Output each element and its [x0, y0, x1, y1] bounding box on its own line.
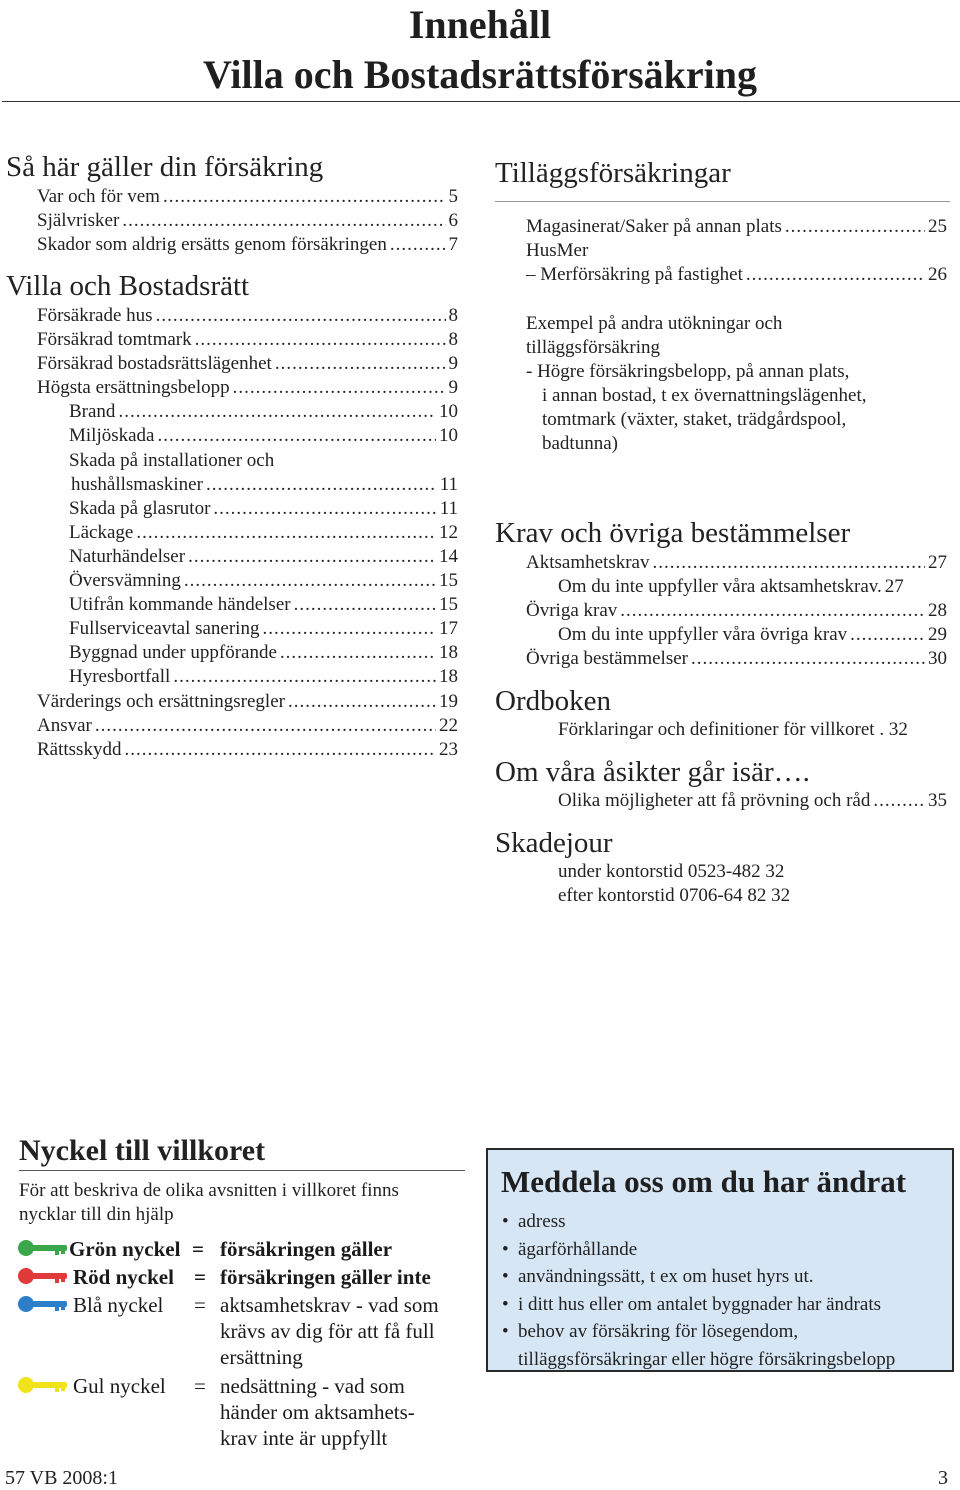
- toc-entry[interactable]: [37, 328, 458, 352]
- notice-box: [486, 1148, 954, 1372]
- toc-entry-page: 23: [439, 739, 458, 760]
- toc-entry-text: Om du inte uppfyller våra aktsamhetskrav.: [558, 576, 882, 597]
- toc-entry-page: 27: [884, 576, 904, 597]
- toc-leader: [206, 473, 437, 497]
- header-rule: [2, 101, 960, 102]
- ordboken-entry[interactable]: Förklaringar och definitioner för villkoret . 32: [558, 719, 908, 740]
- toc-entry[interactable]: [69, 545, 458, 569]
- example-text-line: i annan bostad, t ex övernattningslägenhet,: [542, 385, 867, 406]
- example-text-line: - Högre försäkringsbelopp, på annan plats,: [526, 361, 850, 382]
- toc-entry-text: Var och för vem: [37, 186, 160, 207]
- toc-leader: [156, 304, 446, 328]
- toc-entry-page: 22: [439, 715, 458, 736]
- toc-entry-page: 19: [439, 691, 458, 712]
- toc-entry[interactable]: [69, 593, 458, 617]
- toc-entry-page: 18: [439, 642, 458, 663]
- toc-entry-page: 7: [448, 234, 458, 255]
- toc-entry-page: 11: [439, 474, 458, 495]
- toc-entry[interactable]: [69, 617, 458, 641]
- example-text-line: badtunna): [542, 433, 618, 454]
- toc-entry-page: 25: [928, 216, 947, 237]
- toc-entry[interactable]: [526, 263, 947, 287]
- toc-entry-page: 28: [928, 600, 947, 621]
- toc-leader: [233, 376, 446, 400]
- example-text-line: tilläggsförsäkring: [526, 337, 661, 358]
- key-description: nedsättning - vad som: [220, 1374, 405, 1398]
- section-heading-krav: Krav och övriga bestämmelser: [495, 517, 851, 549]
- toc-entry-text: Värderings och ersättningsregler: [37, 691, 285, 712]
- section-heading-tillaggsforsakringar: Tilläggsförsäkringar: [495, 157, 731, 189]
- toc-entry-page: 9: [448, 377, 458, 398]
- key-description: ersättning: [220, 1345, 303, 1369]
- key-description: krav inte är uppfyllt: [220, 1426, 388, 1450]
- toc-entry-page: 35: [928, 790, 947, 811]
- list-item: • ägarförhållande: [502, 1236, 895, 1264]
- toc-entry-text: Skada på glasrutor: [69, 498, 211, 519]
- toc-entry[interactable]: [37, 352, 458, 376]
- toc-entry[interactable]: [37, 376, 458, 400]
- toc-entry[interactable]: [558, 789, 947, 813]
- toc-entry-page: 29: [928, 624, 947, 645]
- example-text-line: tomtmark (växter, staket, trädgårdspool,: [542, 409, 847, 430]
- notice-heading: Meddela oss om du har ändrat: [501, 1164, 907, 1199]
- toc-leader: [390, 233, 446, 257]
- toc-entry[interactable]: [37, 233, 458, 257]
- toc-entry[interactable]: [69, 569, 458, 593]
- yellow-key-icon: [17, 1375, 69, 1395]
- toc-leader: [122, 209, 445, 233]
- toc-leader: [280, 641, 436, 665]
- toc-leader: [652, 551, 925, 575]
- toc-entry[interactable]: [69, 521, 458, 545]
- toc-entry-page: 12: [439, 522, 458, 543]
- toc-entry[interactable]: [69, 497, 458, 521]
- toc-entry[interactable]: [526, 647, 947, 671]
- toc-leader: [158, 424, 437, 448]
- toc-entry-text: – Merförsäkring på fastighet: [526, 264, 743, 285]
- section-rule: [495, 201, 950, 202]
- toc-entry-page: 8: [448, 305, 458, 326]
- toc-leader: [262, 617, 436, 641]
- toc-entry-page: 11: [439, 498, 458, 519]
- toc-entry-text: Skador som aldrig ersätts genom försäkringen: [37, 234, 387, 255]
- key-rule: [19, 1170, 465, 1171]
- toc-entry-page: 5: [448, 186, 458, 207]
- toc-entry-text[interactable]: Skada på installationer och: [69, 450, 275, 471]
- toc-entry-text: Högsta ersättningsbelopp: [37, 377, 230, 398]
- toc-entry-page: 26: [928, 264, 947, 285]
- toc-entry-text: Översvämning: [69, 570, 181, 591]
- toc-entry-page: 27: [928, 552, 947, 573]
- toc-leader: [620, 599, 925, 623]
- toc-entry-page: 10: [439, 401, 458, 422]
- toc-entry[interactable]: [37, 185, 458, 209]
- toc-leader: [173, 665, 436, 689]
- toc-entry-text: Övriga bestämmelser: [526, 648, 688, 669]
- section-heading-sa-har-galler: Så här gäller din försäkring: [6, 151, 324, 183]
- toc-entry-text: Byggnad under uppförande: [69, 642, 277, 663]
- toc-leader: [184, 569, 436, 593]
- toc-leader: [294, 593, 436, 617]
- toc-leader: [691, 647, 925, 671]
- key-equals: =: [194, 1265, 206, 1289]
- key-intro-line: nycklar till din hjälp: [19, 1204, 174, 1225]
- toc-entry-page: 15: [439, 570, 458, 591]
- toc-entry-page: 17: [439, 618, 458, 639]
- toc-entry[interactable]: [69, 665, 458, 689]
- toc-entry-text: Olika möjligheter att få prövning och råd: [558, 790, 871, 811]
- key-label: Röd nyckel: [73, 1265, 174, 1289]
- toc-entry[interactable]: [69, 424, 458, 448]
- toc-leader: [213, 497, 436, 521]
- key-description: aktsamhetskrav - vad som: [220, 1293, 439, 1317]
- toc-leader: [136, 521, 436, 545]
- example-text-line: Exempel på andra utökningar och: [526, 313, 783, 334]
- page-number: 3: [938, 1467, 948, 1489]
- page-title-line1: Innehåll: [408, 2, 552, 47]
- toc-leader: [124, 738, 436, 762]
- toc-entry-page: 6: [448, 210, 458, 231]
- toc-entry-page: 18: [439, 666, 458, 687]
- toc-entry-text: Magasinerat/Saker på annan plats: [526, 216, 782, 237]
- toc-entry-page: 10: [439, 425, 458, 446]
- key-equals: =: [194, 1374, 206, 1398]
- toc-entry[interactable]: [37, 209, 458, 233]
- toc-entry[interactable]: [37, 304, 458, 328]
- toc-entry-text: Om du inte uppfyller våra övriga krav: [558, 624, 848, 645]
- toc-entry[interactable]: [558, 575, 947, 599]
- toc-entry[interactable]: [37, 714, 458, 738]
- page-title-line2: Villa och Bostadsrättsförsäkring: [202, 52, 758, 97]
- toc-entry-text: Försäkrad bostadsrättslägenhet: [37, 353, 272, 374]
- toc-entry-page: 14: [439, 546, 458, 567]
- toc-leader: [95, 714, 436, 738]
- toc-entry-text: Aktsamhetskrav: [526, 552, 650, 573]
- toc-entry-text: Miljöskada: [69, 425, 155, 446]
- toc-entry[interactable]: [558, 623, 947, 647]
- skadejour-phone-line: efter kontorstid 0706-64 82 32: [558, 885, 791, 906]
- toc-entry-text: Ansvar: [37, 715, 92, 736]
- list-item: • adress: [502, 1208, 895, 1236]
- key-description: försäkringen gäller: [220, 1237, 393, 1261]
- toc-entry-text: Utifrån kommande händelser: [69, 594, 291, 615]
- list-item-continuation-text: tilläggsförsäkringar eller högre försäkringsbelopp: [518, 1348, 896, 1370]
- green-key-icon: [17, 1238, 69, 1258]
- toc-leader: [188, 545, 436, 569]
- toc-entry-text: Försäkrade hus: [37, 305, 153, 326]
- list-item: • i ditt hus eller om antalet byggnader har ändrats: [502, 1291, 895, 1319]
- key-equals: =: [194, 1293, 206, 1317]
- toc-entry-text: Fullserviceavtal sanering: [69, 618, 260, 639]
- skadejour-phone-line: under kontorstid 0523-482 32: [558, 861, 785, 882]
- key-heading: Nyckel till villkoret: [19, 1134, 266, 1167]
- key-description: händer om aktsamhets-: [220, 1400, 415, 1424]
- toc-entry-page: 9: [448, 353, 458, 374]
- toc-leader: [850, 623, 925, 647]
- toc-entry[interactable]: [37, 690, 458, 714]
- toc-leader: [288, 690, 436, 714]
- toc-entry-text: Hyresbortfall: [69, 666, 171, 687]
- key-label: Gul nyckel: [73, 1374, 166, 1398]
- key-label: Blå nyckel: [73, 1293, 164, 1317]
- toc-entry[interactable]: [71, 473, 458, 497]
- toc-leader: [785, 215, 925, 239]
- section-heading-om-vara-asikter: Om våra åsikter går isär….: [495, 756, 810, 788]
- toc-entry-text: Rättsskydd: [37, 739, 122, 760]
- toc-leader: [195, 328, 446, 352]
- blue-key-icon: [17, 1294, 69, 1314]
- list-item-continuation: [502, 1346, 895, 1374]
- toc-entry-text: Naturhändelser: [69, 546, 186, 567]
- toc-leader: [746, 263, 925, 287]
- toc-leader: [163, 185, 446, 209]
- key-description: krävs av dig för att få full: [220, 1319, 435, 1343]
- toc-entry-text: Brand: [69, 401, 116, 422]
- toc-entry-page: 15: [439, 594, 458, 615]
- toc-entry-page: 30: [928, 648, 947, 669]
- notice-list: [502, 1208, 895, 1373]
- toc-entry[interactable]: [526, 215, 947, 239]
- toc-leader: [873, 789, 925, 813]
- key-intro-line: För att beskriva de olika avsnitten i villkoret finns: [19, 1180, 399, 1201]
- toc-entry[interactable]: [37, 738, 458, 762]
- toc-entry-text[interactable]: HusMer: [526, 240, 589, 261]
- toc-leader: [118, 400, 436, 424]
- toc-entry-text: Försäkrad tomtmark: [37, 329, 192, 350]
- toc-entry[interactable]: [69, 400, 458, 424]
- red-key-icon: [17, 1266, 69, 1286]
- toc-entry-text: Självrisker: [37, 210, 120, 231]
- key-description: försäkringen gäller inte: [220, 1265, 431, 1289]
- section-heading-villa-och-bostadsratt: Villa och Bostadsrätt: [6, 270, 250, 302]
- toc-entry[interactable]: [526, 599, 947, 623]
- toc-entry-page: 8: [448, 329, 458, 350]
- key-label: Grön nyckel: [69, 1237, 181, 1261]
- toc-entry-text: hushållsmaskiner: [71, 474, 203, 495]
- section-heading-skadejour: Skadejour: [495, 827, 613, 859]
- toc-entry[interactable]: [526, 551, 947, 575]
- key-equals: =: [192, 1237, 204, 1261]
- toc-entry-text: Läckage: [69, 522, 134, 543]
- list-item: • behov av försäkring för lösegendom,: [502, 1318, 895, 1346]
- toc-leader: [275, 352, 446, 376]
- footer-doc-id: 57 VB 2008:1: [5, 1467, 118, 1489]
- list-item: • användningssätt, t ex om huset hyrs ut.: [502, 1263, 895, 1291]
- section-heading-ordboken: Ordboken: [495, 685, 611, 717]
- toc-entry[interactable]: [69, 641, 458, 665]
- toc-entry-text: Övriga krav: [526, 600, 618, 621]
